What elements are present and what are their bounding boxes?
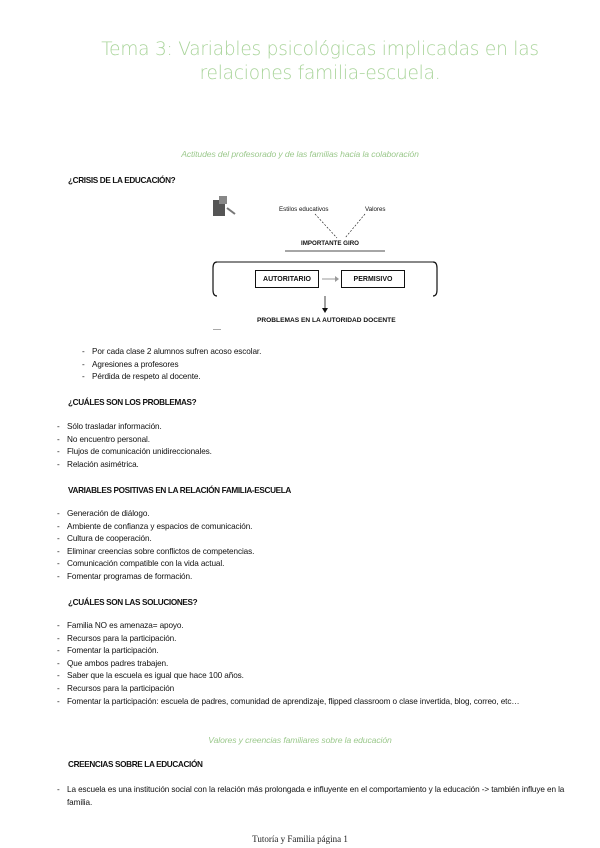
page-footer: Tutoría y Familia página 1: [252, 834, 348, 844]
list-item: - Comunicación compatible con la vida actual.: [67, 558, 254, 571]
list-item: - Familia NO es amenaza= apoyo.: [67, 620, 577, 633]
list-item: - Eliminar creencias sobre conflictos de competencias.: [67, 546, 254, 559]
diagram-authority-crisis: [205, 190, 445, 335]
box-permisivo: PERMISIVO: [341, 270, 405, 288]
section-subtitle-attitudes: Actitudes del profesorado y de las familias hacia la colaboración: [181, 149, 419, 159]
list-item: - Fomentar la participación.: [67, 645, 577, 658]
list-item: - Pérdida de respeto al docente.: [92, 371, 261, 384]
heading-creencias: CREENCIAS SOBRE LA EDUCACIÓN: [68, 760, 203, 769]
list-item: - Cultura de cooperación.: [67, 533, 254, 546]
list-problemas: [67, 421, 212, 471]
document-title: Tema 3: Variables psicológicas implicadas en las relaciones familia-escuela.: [101, 39, 539, 84]
label-problemas-autoridad: PROBLEMAS EN LA AUTORIDAD DOCENTE: [257, 317, 396, 324]
list-item: - Recursos para la participación: [67, 683, 577, 696]
list-item: - No encuentro personal.: [67, 434, 212, 447]
diagram-image-block-top: [219, 196, 227, 204]
label-estilos-educativos: Estilos educativos: [279, 206, 329, 213]
label-valores: Valores: [365, 206, 386, 213]
heading-problemas: ¿CUÁLES SON LOS PROBLEMAS?: [68, 398, 197, 407]
list-item: - La escuela es una institución social con la relación más prolongada e influyente en el comportamiento y la educación -> también influye en la familia.: [67, 784, 567, 809]
arrow-head: [335, 276, 339, 282]
heading-soluciones: ¿CUÁLES SON LAS SOLUCIONES?: [68, 598, 198, 607]
box-autoritario: AUTORITARIO: [255, 270, 319, 288]
label-importante-giro: IMPORTANTE GIRO: [301, 240, 359, 247]
list-crisis: [92, 346, 261, 384]
arrow-estilos-giro: [315, 214, 337, 238]
list-item: - Sólo trasladar información.: [67, 421, 212, 434]
heading-variables-positivas: VARIABLES POSITIVAS EN LA RELACIÓN FAMILIA-ESCUELA: [68, 486, 291, 495]
arrow-valores-giro: [345, 214, 365, 238]
list-variables-positivas: [67, 508, 254, 584]
section-subtitle-valores: Valores y creencias familiares sobre la educación: [208, 735, 392, 745]
list-soluciones: [67, 620, 577, 708]
list-item: - Por cada clase 2 alumnos sufren acoso escolar.: [92, 346, 261, 359]
list-item: - Ambiente de confianza y espacios de comunicación.: [67, 521, 254, 534]
bracket-left: [213, 262, 217, 296]
list-item: - Que ambos padres trabajen.: [67, 658, 577, 671]
list-item: - Recursos para la participación.: [67, 633, 577, 646]
heading-crisis-educacion: ¿CRISIS DE LA EDUCACIÓN?: [68, 176, 176, 185]
list-item: - Agresiones a profesores: [92, 359, 261, 372]
diagram-dots: ----: [213, 327, 221, 333]
list-item: - Flujos de comunicación unidireccionales.: [67, 446, 212, 459]
list-item: - Saber que la escuela es igual que hace 100 años.: [67, 670, 577, 683]
list-item: - Fomentar la participación: escuela de padres, comunidad de aprendizaje, flipped classroom o clase invertida, blog, correo, etc…: [67, 696, 577, 709]
list-item: - Relación asimétrica.: [67, 459, 212, 472]
diagram-image-stroke: [227, 208, 235, 214]
list-item: - Fomentar programas de formación.: [67, 571, 254, 584]
list-creencias: [67, 784, 567, 809]
list-item: - Generación de diálogo.: [67, 508, 254, 521]
bracket-right: [433, 262, 437, 296]
arrow-down-head: [322, 308, 328, 313]
